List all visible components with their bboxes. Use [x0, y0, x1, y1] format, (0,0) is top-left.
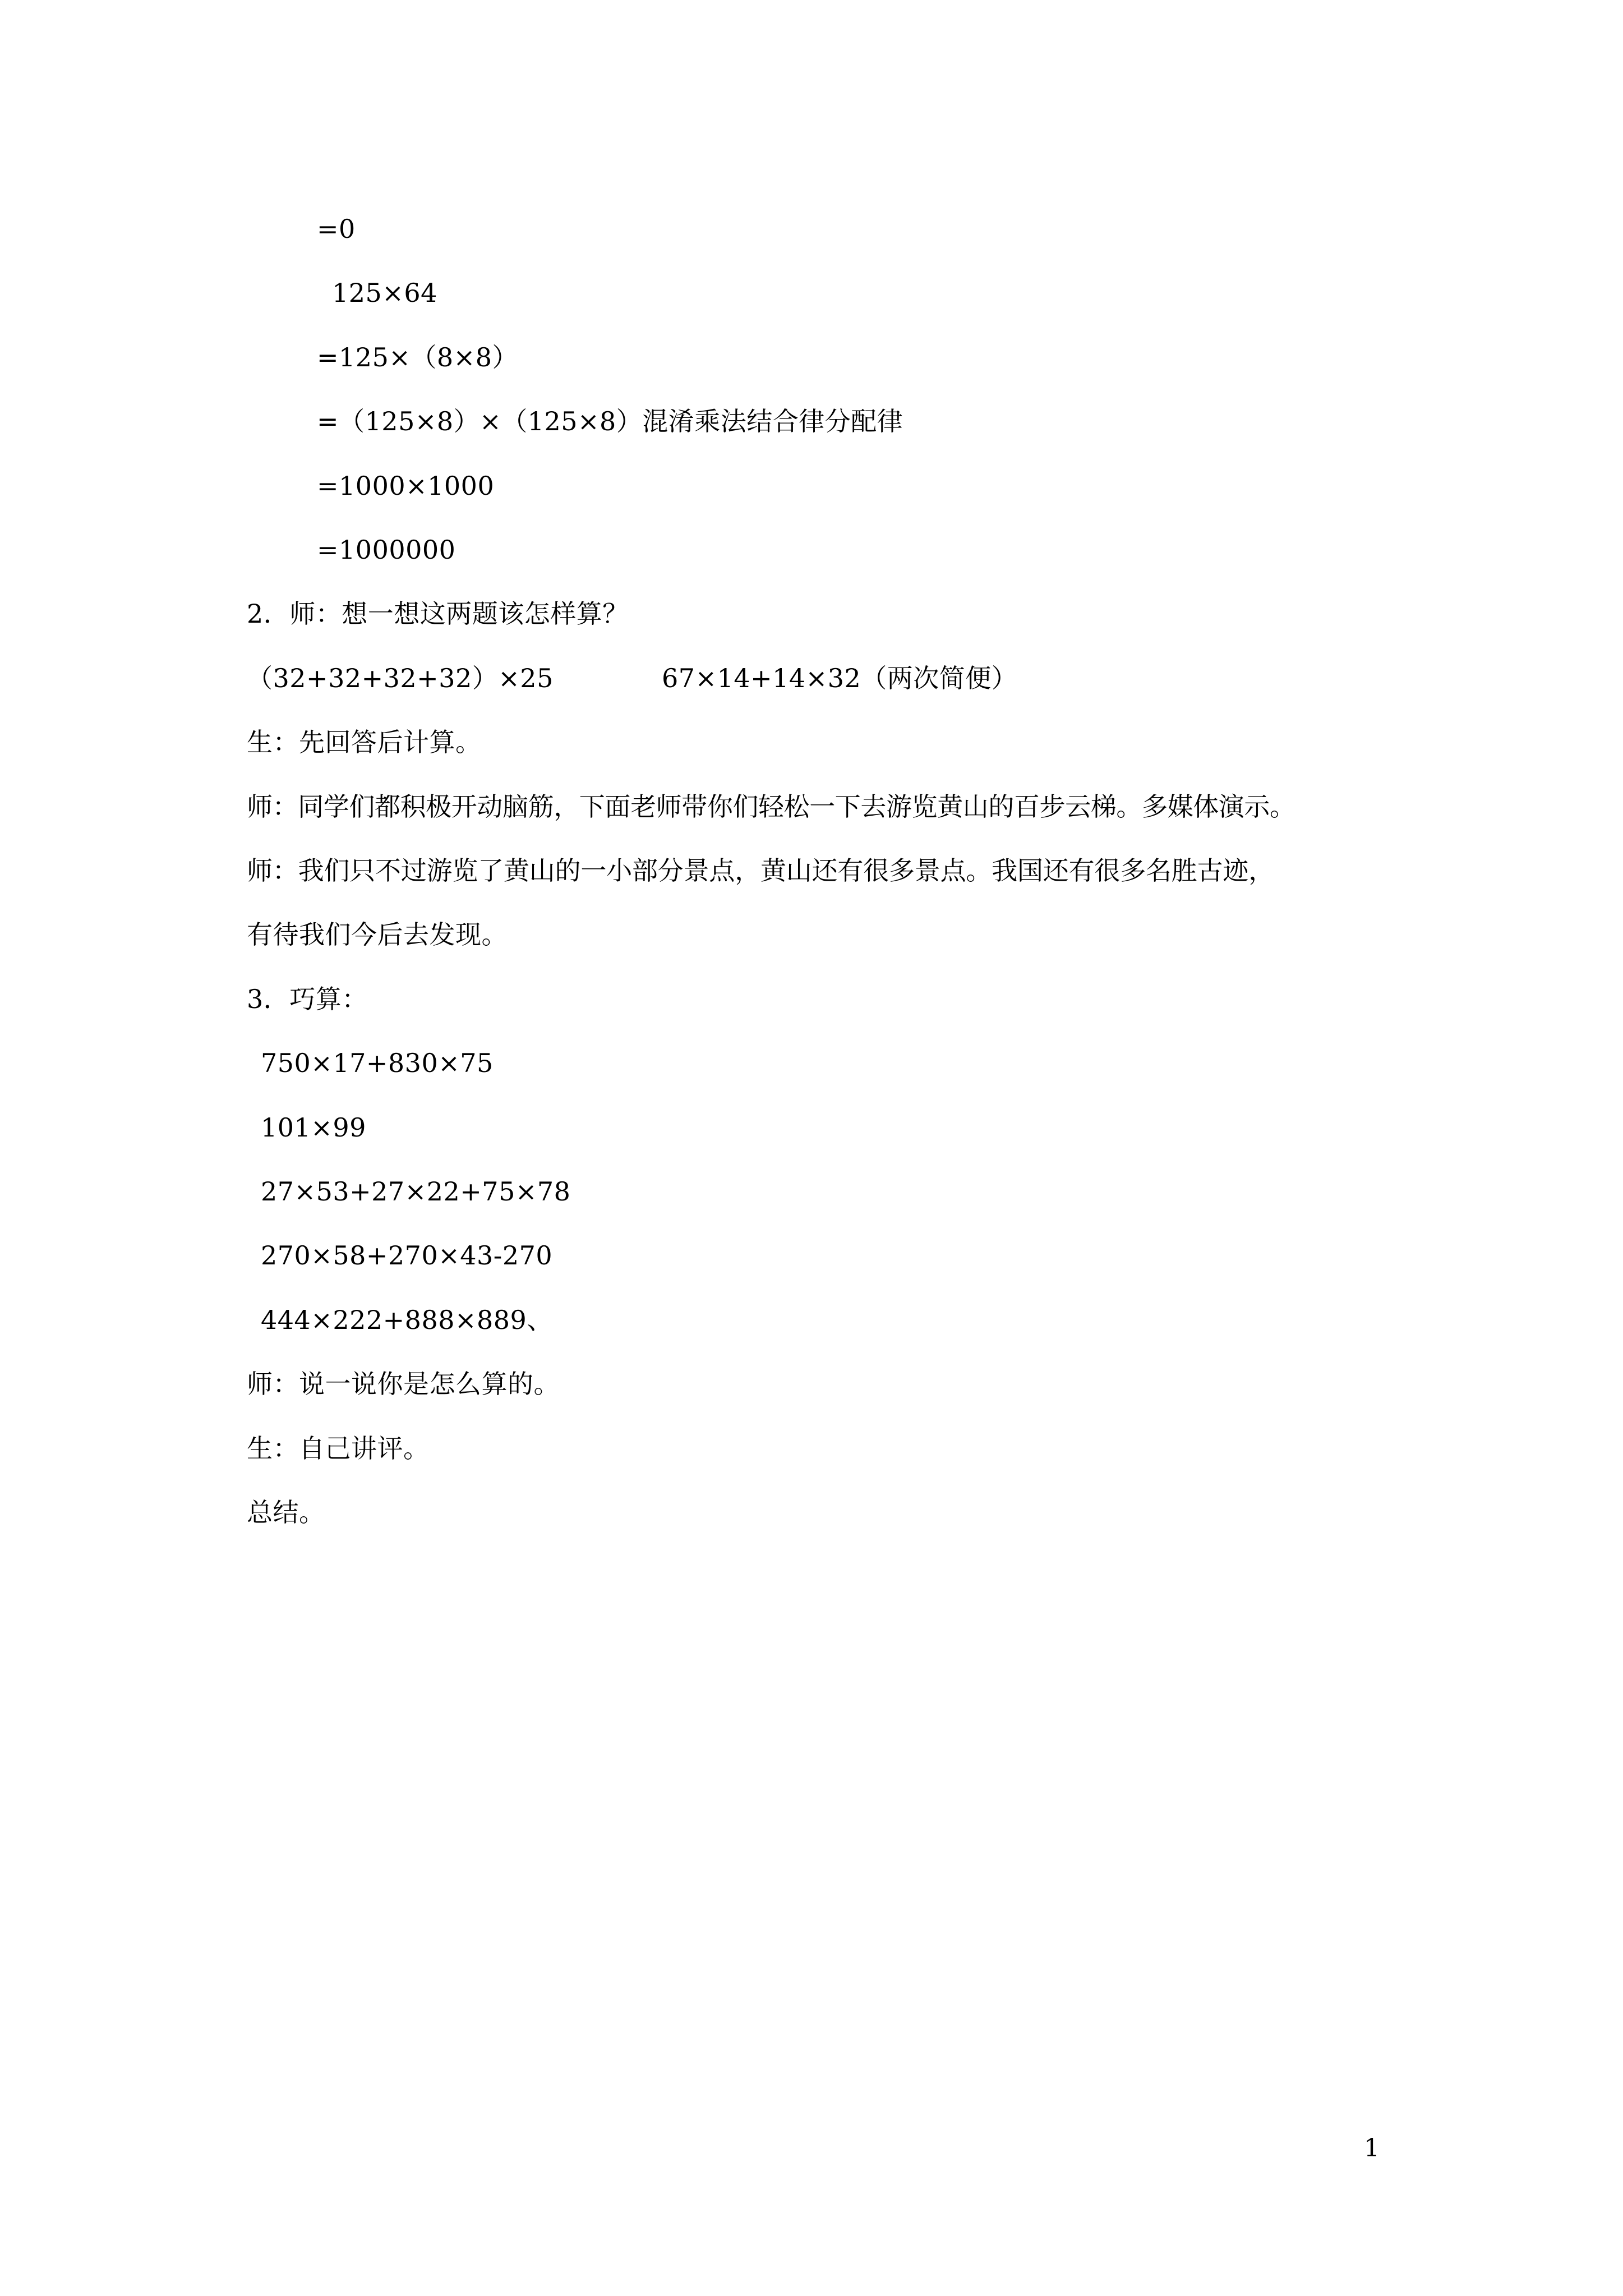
text-line: 有待我们今后去发现。	[247, 919, 508, 950]
text-line: =1000×1000	[317, 471, 495, 501]
text-line: 师：同学们都积极开动脑筋，下面老师带你们轻松一下去游览黄山的百步云梯。多媒体演示。	[247, 792, 1295, 822]
page-number: 1	[1364, 2134, 1380, 2162]
text-line: 270×58+270×43-270	[261, 1240, 553, 1271]
text-line: =125×（8×8）	[317, 342, 518, 372]
text-line: 总结。	[247, 1497, 325, 1527]
text-line: =（125×8）×（125×8）混淆乘法结合律分配律	[317, 406, 903, 436]
text-line: 师：说一说你是怎么算的。	[247, 1369, 560, 1399]
text-line: 3．巧算：	[247, 984, 368, 1014]
text-line: 师：我们只不过游览了黄山的一小部分景点，黄山还有很多景点。我国还有很多名胜古迹，	[247, 855, 1275, 886]
text-line: 生：先回答后计算。	[247, 727, 482, 757]
text-line: 750×17+830×75	[261, 1048, 494, 1078]
text-line: 125×64	[332, 278, 437, 308]
text-line: =1000000	[317, 535, 456, 565]
text-line: 67×14+14×32（两次简便）	[662, 663, 1018, 693]
text-line: 444×222+888×889、	[261, 1305, 553, 1335]
text-line: （32+32+32+32）×25	[247, 663, 554, 693]
text-line: 2．师：想一想这两题该怎样算？	[247, 599, 629, 629]
text-line: 生：自己讲评。	[247, 1433, 430, 1464]
text-line: 27×53+27×22+75×78	[261, 1176, 571, 1207]
text-line: =0	[317, 214, 356, 244]
text-line: 101×99	[261, 1112, 366, 1143]
